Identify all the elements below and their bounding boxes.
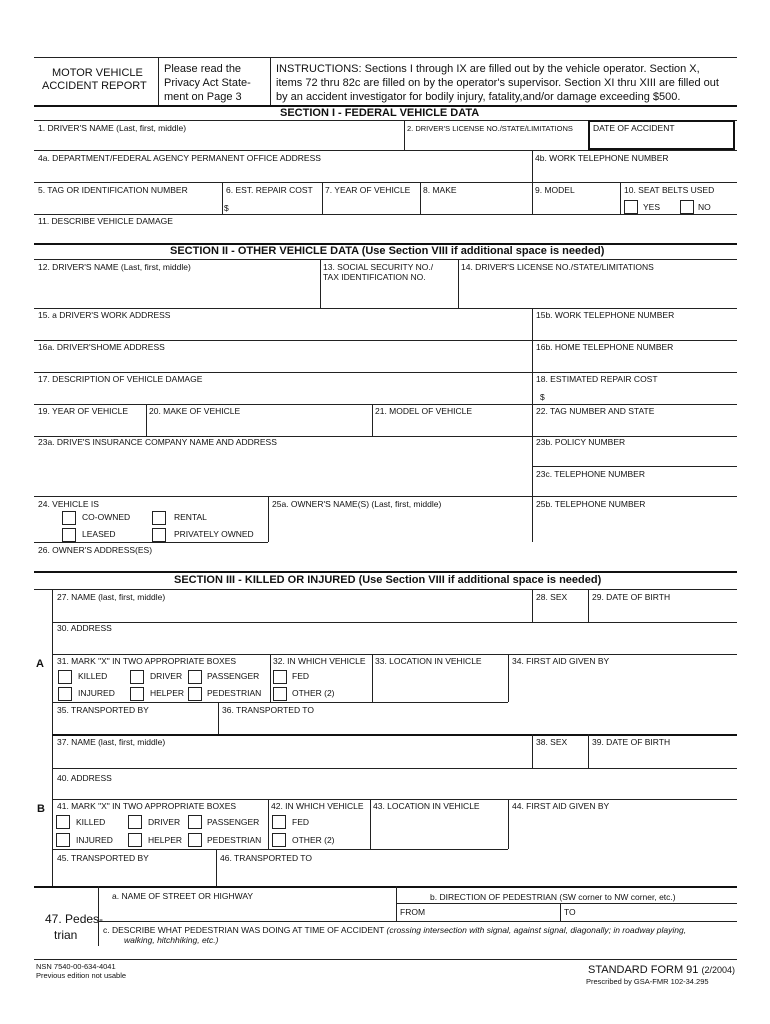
insurance-telephone-field[interactable] bbox=[534, 480, 734, 494]
policy-number-label: 23b. POLICY NUMBER bbox=[536, 437, 626, 447]
other-driver-name-field[interactable] bbox=[36, 274, 318, 306]
rental-label: RENTAL bbox=[174, 512, 207, 522]
person-a-other-label: OTHER (2) bbox=[292, 688, 335, 698]
person-b-which-vehicle-label: 42. IN WHICH VEHICLE bbox=[271, 801, 364, 811]
person-b-first-aid-field[interactable] bbox=[510, 813, 736, 847]
seat-belts-yes-checkbox[interactable] bbox=[624, 200, 638, 214]
insurance-telephone-label: 23c. TELEPHONE NUMBER bbox=[536, 469, 645, 479]
person-b-sex-field[interactable] bbox=[534, 750, 586, 766]
driver-license-field[interactable] bbox=[406, 134, 586, 148]
person-a-sex-label: 28. SEX bbox=[536, 592, 568, 602]
person-b-passenger-checkbox[interactable] bbox=[188, 815, 202, 829]
vehicle-damage-field[interactable] bbox=[36, 227, 736, 241]
person-a-transported-to-field[interactable] bbox=[220, 716, 736, 732]
standard-form-number: STANDARD FORM 91 bbox=[588, 964, 699, 976]
person-b-dob-field[interactable] bbox=[590, 750, 736, 766]
other-work-telephone-field[interactable] bbox=[534, 322, 734, 338]
person-a-name-field[interactable] bbox=[54, 604, 530, 620]
work-telephone-field[interactable] bbox=[534, 164, 734, 180]
person-b-transported-by-label: 45. TRANSPORTED BY bbox=[57, 853, 149, 863]
direction-from-field[interactable] bbox=[428, 905, 558, 919]
owner-telephone-label: 25b. TELEPHONE NUMBER bbox=[536, 499, 646, 509]
form-title-line1: MOTOR VEHICLE bbox=[52, 67, 143, 79]
standard-form-id bbox=[588, 964, 735, 976]
person-a-injured-checkbox[interactable] bbox=[58, 687, 72, 701]
person-b-name-field[interactable] bbox=[54, 750, 530, 766]
co-owned-label: CO-OWNED bbox=[82, 512, 131, 522]
pedestrian-activity-field[interactable] bbox=[100, 945, 736, 957]
person-a-which-vehicle-label: 32. IN WHICH VEHICLE bbox=[273, 656, 366, 666]
agency-address-label: 4a. DEPARTMENT/FEDERAL AGENCY PERMANENT OFFICE ADDRESS bbox=[38, 153, 321, 163]
person-b-sex-label: 38. SEX bbox=[536, 737, 568, 747]
person-b-helper-label: HELPER bbox=[148, 835, 183, 845]
person-b-injured-checkbox[interactable] bbox=[56, 833, 70, 847]
person-b-driver-checkbox[interactable] bbox=[128, 815, 142, 829]
other-work-telephone-label: 15b. WORK TELEPHONE NUMBER bbox=[536, 310, 675, 320]
driver-license-label: 2. DRIVER'S LICENSE NO./STATE/LIMITATIONS bbox=[407, 124, 573, 133]
person-b-mark-boxes-label: 41. MARK "X" IN TWO APPROPRIATE BOXES bbox=[57, 801, 237, 811]
repair-cost-field[interactable] bbox=[232, 198, 320, 212]
owner-name-field[interactable] bbox=[270, 511, 530, 540]
leased-label: LEASED bbox=[82, 529, 116, 539]
owner-address-field[interactable] bbox=[36, 557, 736, 569]
estimated-repair-dollar: $ bbox=[540, 392, 545, 402]
person-a-fed-checkbox[interactable] bbox=[273, 670, 287, 684]
person-b-dob-label: 39. DATE OF BIRTH bbox=[592, 737, 671, 747]
insurance-company-label: 23a. DRIVE'S INSURANCE COMPANY NAME AND ADDRESS bbox=[38, 437, 277, 447]
driver-work-address-label: 15. a DRIVER'S WORK ADDRESS bbox=[38, 310, 171, 320]
other-vehicle-year-field[interactable] bbox=[36, 418, 144, 434]
person-b-driver-label: DRIVER bbox=[148, 817, 181, 827]
other-driver-license-field[interactable] bbox=[460, 274, 736, 306]
vehicle-damage-label: 11. DESCRIBE VEHICLE DAMAGE bbox=[38, 216, 173, 226]
person-a-pedestrian-label: PEDESTRIAN bbox=[207, 688, 262, 698]
pedestrian-activity-label-text: c. DESCRIBE WHAT PEDESTRIAN WAS DOING AT TIME OF ACCIDENT bbox=[103, 925, 385, 935]
person-a-driver-checkbox[interactable] bbox=[130, 670, 144, 684]
person-b-passenger-label: PASSENGER bbox=[207, 817, 260, 827]
person-b-fed-checkbox[interactable] bbox=[272, 815, 286, 829]
model-field[interactable] bbox=[534, 196, 618, 212]
pedestrian-activity-label bbox=[103, 925, 686, 935]
prescribed-by: Prescribed by GSA-FMR 102-34.295 bbox=[586, 977, 709, 986]
ssn-label-line2: TAX IDENTIFICATION NO. bbox=[323, 272, 426, 282]
pedestrian-activity-label-line2: walking, hitchhiking, etc.) bbox=[124, 935, 219, 945]
person-a-passenger-label: PASSENGER bbox=[207, 671, 260, 681]
form-title-line2: ACCIDENT REPORT bbox=[42, 80, 147, 92]
estimated-repair-label: 18. ESTIMATED REPAIR COST bbox=[536, 374, 658, 384]
person-a-injured-label: INJURED bbox=[78, 688, 115, 698]
co-owned-checkbox[interactable] bbox=[62, 511, 76, 525]
privately-owned-label: PRIVATELY OWNED bbox=[174, 529, 254, 539]
section-2-title: SECTION II - OTHER VEHICLE DATA (Use Section VIII if additional space is needed) bbox=[170, 245, 605, 257]
other-vehicle-make-label: 20. MAKE OF VEHICLE bbox=[149, 406, 241, 416]
person-b-other-checkbox[interactable] bbox=[272, 833, 286, 847]
estimated-repair-field[interactable] bbox=[548, 388, 734, 402]
ssn-field[interactable] bbox=[322, 284, 456, 306]
nsn-number: NSN 7540-00-634-4041 bbox=[36, 962, 116, 971]
person-b-marker: B bbox=[37, 803, 45, 815]
street-name-field[interactable] bbox=[100, 903, 394, 919]
person-a-dob-label: 29. DATE OF BIRTH bbox=[592, 592, 671, 602]
person-b-transported-to-field[interactable] bbox=[218, 864, 736, 884]
privacy-note-line3: ment on Page 3 bbox=[164, 91, 242, 103]
previous-edition-note: Previous edition not usable bbox=[36, 971, 127, 980]
tag-state-label: 22. TAG NUMBER AND STATE bbox=[536, 406, 655, 416]
person-b-address-label: 40. ADDRESS bbox=[57, 773, 112, 783]
driver-home-address-label: 16a. DRIVER'SHOME ADDRESS bbox=[38, 342, 165, 352]
seat-belts-yes-label: YES bbox=[643, 202, 661, 212]
make-field[interactable] bbox=[422, 196, 530, 212]
person-b-first-aid-label: 44. FIRST AID GIVEN BY bbox=[512, 801, 610, 811]
person-a-passenger-checkbox[interactable] bbox=[188, 670, 202, 684]
tag-number-label: 5. TAG OR IDENTIFICATION NUMBER bbox=[38, 185, 188, 195]
seat-belts-no-checkbox[interactable] bbox=[680, 200, 694, 214]
owner-telephone-field[interactable] bbox=[534, 511, 734, 540]
rental-checkbox[interactable] bbox=[152, 511, 166, 525]
section-3-title: SECTION III - KILLED OR INJURED (Use Section VIII if additional space is needed) bbox=[174, 574, 602, 586]
person-a-transported-by-label: 35. TRANSPORTED BY bbox=[57, 705, 149, 715]
model-label: 9. MODEL bbox=[535, 185, 575, 195]
other-vehicle-damage-label: 17. DESCRIPTION OF VEHICLE DAMAGE bbox=[38, 374, 203, 384]
person-b-address-field[interactable] bbox=[54, 784, 736, 798]
pedestrian-activity-label-examples: (crossing intersection with signal, against signal, diagonally; in roadway playing, bbox=[386, 925, 687, 935]
person-b-injured-label: INJURED bbox=[76, 835, 113, 845]
person-b-other-label: OTHER (2) bbox=[292, 835, 335, 845]
driver-home-address-field[interactable] bbox=[36, 354, 530, 370]
person-b-pedestrian-checkbox[interactable] bbox=[188, 833, 202, 847]
person-b-location-field[interactable] bbox=[372, 813, 506, 847]
vehicle-is-label: 24. VEHICLE IS bbox=[38, 499, 99, 509]
instructions-line1: INSTRUCTIONS: Sections I through IX are filled out by the vehicle operator. Section X, bbox=[276, 63, 700, 75]
insurance-company-field[interactable] bbox=[36, 450, 530, 494]
person-b-pedestrian-label: PEDESTRIAN bbox=[207, 835, 262, 845]
person-a-transported-to-label: 36. TRANSPORTED TO bbox=[222, 705, 314, 715]
person-a-dob-field[interactable] bbox=[590, 604, 736, 620]
person-a-fed-label: FED bbox=[292, 671, 309, 681]
date-of-accident-label: DATE OF ACCIDENT bbox=[593, 123, 675, 133]
person-b-helper-checkbox[interactable] bbox=[128, 833, 142, 847]
direction-to-label: TO bbox=[564, 907, 576, 917]
driver-work-address-field[interactable] bbox=[36, 322, 530, 338]
owner-address-label: 26. OWNER'S ADDRESS(ES) bbox=[38, 545, 153, 555]
person-a-marker: A bbox=[36, 658, 44, 670]
person-a-location-label: 33. LOCATION IN VEHICLE bbox=[375, 656, 482, 666]
person-a-first-aid-field[interactable] bbox=[510, 668, 736, 700]
privacy-note-line1: Please read the bbox=[164, 63, 242, 75]
person-a-killed-checkbox[interactable] bbox=[58, 670, 72, 684]
person-a-mark-boxes-label: 31. MARK "X" IN TWO APPROPRIATE BOXES bbox=[57, 656, 237, 666]
pedestrian-direction-label: b. DIRECTION OF PEDESTRIAN (SW corner to NW corner, etc.) bbox=[430, 892, 676, 902]
seat-belts-no-label: NO bbox=[698, 202, 711, 212]
tag-state-field[interactable] bbox=[534, 418, 734, 434]
other-vehicle-make-field[interactable] bbox=[148, 418, 370, 434]
repair-cost-label: 6. EST. REPAIR COST bbox=[226, 185, 313, 195]
make-label: 8. MAKE bbox=[423, 185, 457, 195]
person-b-location-label: 43. LOCATION IN VEHICLE bbox=[373, 801, 480, 811]
pedestrian-label-line1: 47. Pedes- bbox=[45, 912, 104, 926]
direction-to-field[interactable] bbox=[580, 905, 736, 919]
driver-name-field[interactable] bbox=[36, 134, 402, 148]
standard-form-date: (2/2004) bbox=[701, 965, 736, 975]
person-a-pedestrian-checkbox[interactable] bbox=[188, 687, 202, 701]
person-b-transported-by-field[interactable] bbox=[54, 864, 214, 884]
ssn-label-line1: 13. SOCIAL SECURITY NO./ bbox=[323, 262, 434, 272]
other-driver-name-label: 12. DRIVER'S NAME (Last, first, middle) bbox=[38, 262, 191, 272]
person-a-location-field[interactable] bbox=[374, 668, 506, 700]
seat-belts-label: 10. SEAT BELTS USED bbox=[624, 185, 715, 195]
other-vehicle-model-field[interactable] bbox=[374, 418, 530, 434]
person-a-address-label: 30. ADDRESS bbox=[57, 623, 112, 633]
instructions-line3: by an accident investigator for bodily injury, fatality,and/or damage exceeding $500. bbox=[276, 91, 681, 103]
person-a-sex-field[interactable] bbox=[534, 604, 586, 620]
direction-from-label: FROM bbox=[400, 907, 426, 917]
person-a-driver-label: DRIVER bbox=[150, 671, 183, 681]
privacy-note-line2: Privacy Act State- bbox=[164, 77, 251, 89]
person-a-helper-checkbox[interactable] bbox=[130, 687, 144, 701]
street-name-label: a. NAME OF STREET OR HIGHWAY bbox=[112, 891, 254, 901]
person-a-transported-by-field[interactable] bbox=[54, 716, 216, 732]
person-b-killed-checkbox[interactable] bbox=[56, 815, 70, 829]
agency-address-field[interactable] bbox=[36, 164, 530, 180]
other-vehicle-model-label: 21. MODEL OF VEHICLE bbox=[375, 406, 472, 416]
vehicle-year-field[interactable] bbox=[324, 196, 418, 212]
other-vehicle-damage-field[interactable] bbox=[36, 386, 530, 402]
vehicle-year-label: 7. YEAR OF VEHICLE bbox=[325, 185, 411, 195]
pedestrian-label-line2: trian bbox=[54, 928, 78, 942]
leased-checkbox[interactable] bbox=[62, 528, 76, 542]
person-a-killed-label: KILLED bbox=[78, 671, 108, 681]
repair-cost-dollar: $ bbox=[224, 203, 229, 213]
person-a-helper-label: HELPER bbox=[150, 688, 185, 698]
other-driver-license-label: 14. DRIVER'S LICENSE NO./STATE/LIMITATIONS bbox=[461, 262, 654, 272]
person-a-name-label: 27. NAME (last, first, middle) bbox=[57, 592, 166, 602]
person-b-fed-label: FED bbox=[292, 817, 309, 827]
owner-name-label: 25a. OWNER'S NAME(S) (Last, first, middle) bbox=[272, 499, 442, 509]
policy-number-field[interactable] bbox=[534, 450, 734, 464]
home-telephone-label: 16b. HOME TELEPHONE NUMBER bbox=[536, 342, 674, 352]
person-b-name-label: 37. NAME (last, first, middle) bbox=[57, 737, 166, 747]
home-telephone-field[interactable] bbox=[534, 354, 734, 370]
tag-number-field[interactable] bbox=[36, 196, 220, 212]
section-1-title: SECTION I - FEDERAL VEHICLE DATA bbox=[280, 107, 480, 119]
person-b-transported-to-label: 46. TRANSPORTED TO bbox=[220, 853, 312, 863]
person-b-killed-label: KILLED bbox=[76, 817, 106, 827]
other-vehicle-year-label: 19. YEAR OF VEHICLE bbox=[38, 406, 129, 416]
privately-owned-checkbox[interactable] bbox=[152, 528, 166, 542]
driver-name-label: 1. DRIVER'S NAME (Last, first, middle) bbox=[38, 123, 187, 133]
person-a-address-field[interactable] bbox=[54, 636, 736, 652]
work-telephone-label: 4b. WORK TELEPHONE NUMBER bbox=[535, 153, 669, 163]
person-a-other-checkbox[interactable] bbox=[273, 687, 287, 701]
instructions-line2: items 72 thru 82c are filled on by the operator's supervisor. Section XI thru XIII are filled out bbox=[276, 77, 719, 89]
person-a-first-aid-label: 34. FIRST AID GIVEN BY bbox=[512, 656, 610, 666]
